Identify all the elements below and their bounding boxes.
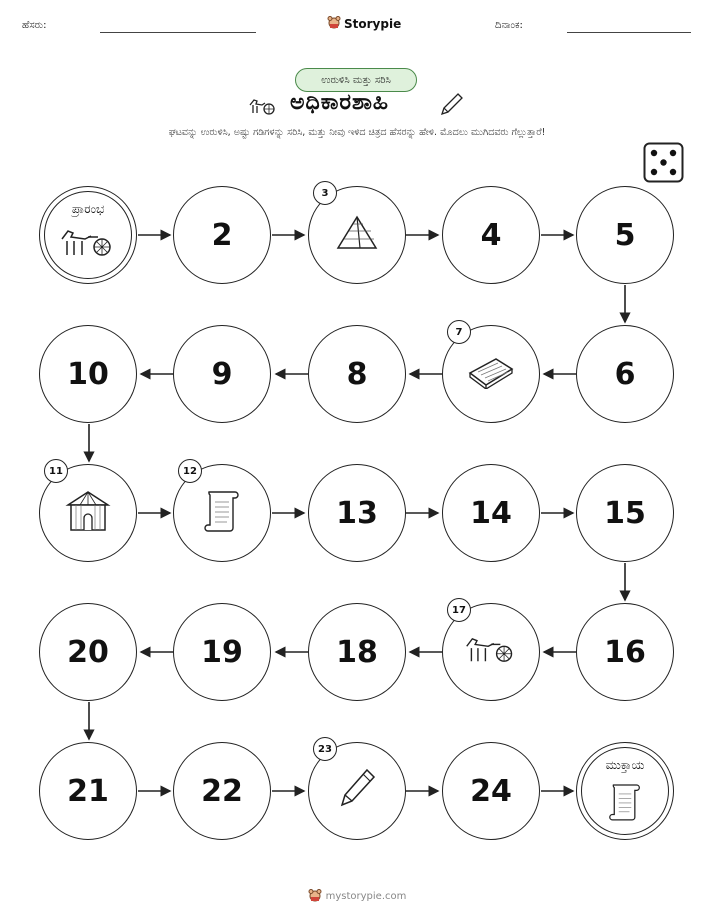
cell-number-badge: 3 [313,181,337,205]
scroll-icon [203,488,241,538]
page-title: ಅಧಿಕಾರಶಾಹಿ [290,90,389,115]
board-cell-6: 6 [576,325,674,423]
board-cell-8: 8 [308,325,406,423]
board-cell-21: 21 [39,742,137,840]
brand-name: Storypie [344,16,402,31]
board-cell-16: 16 [576,603,674,701]
date-label: ದಿನಾಂಕ: [495,20,523,31]
board-cell-24: 24 [442,742,540,840]
pencil-icon [337,767,377,815]
start-label: ಪ್ರಾರಂಭ [71,202,105,216]
activity-badge: ಉರುಳಿಸಿ ಮತ್ತು ಸರಿಸಿ [295,68,417,92]
finish-cell [576,742,674,840]
board-cell-3 [308,186,406,284]
board-cell-9: 9 [173,325,271,423]
cell-number-badge: 23 [313,737,337,761]
board-cell-7 [442,325,540,423]
board-cell-23 [308,742,406,840]
board-cell-5: 5 [576,186,674,284]
board-cell-18: 18 [308,603,406,701]
board-cell-13: 13 [308,464,406,562]
clay-tablet-icon [466,355,516,393]
name-label: ಹೆಸರು: [22,20,47,31]
start-cell [39,186,137,284]
board-cell-22: 22 [173,742,271,840]
cell-number-badge: 12 [178,459,202,483]
board-cell-2: 2 [173,186,271,284]
chariot-icon [463,632,519,672]
finish-label: ಮುಕ್ತಾಯ [605,758,645,772]
hut-icon [64,489,112,537]
footer-url[interactable]: mystorypie.com [325,891,407,902]
cell-number-badge: 11 [44,459,68,483]
board-cell-14: 14 [442,464,540,562]
scroll-icon [577,781,673,823]
cell-number-badge: 7 [447,320,471,344]
board-cell-17 [442,603,540,701]
board-cell-19: 19 [173,603,271,701]
chariot-icon [40,225,136,261]
board-cell-10: 10 [39,325,137,423]
storypie-bear-icon [308,888,322,905]
cell-number-badge: 17 [447,598,471,622]
footer [0,888,714,905]
instructions: ಘಟವನ್ನು ಉರುಳಿಸಿ, ಅಷ್ಟು ಗಡಿಗಳನ್ನು ಸರಿಸಿ, ಮತ್ತು ನೀವು ಇಳಿದ ಚಿತ್ರದ ಹೆಸರನ್ನು ಹೇಳಿ. ಮೊದಲು ಮುಗಿದವರು ಗೆಲ್ಲುತ್ತಾರೆ! [168,127,546,138]
board-cell-4: 4 [442,186,540,284]
pyramid-icon [335,214,379,256]
board-cell-11 [39,464,137,562]
board-cell-12 [173,464,271,562]
board-cell-20: 20 [39,603,137,701]
board-cell-15: 15 [576,464,674,562]
